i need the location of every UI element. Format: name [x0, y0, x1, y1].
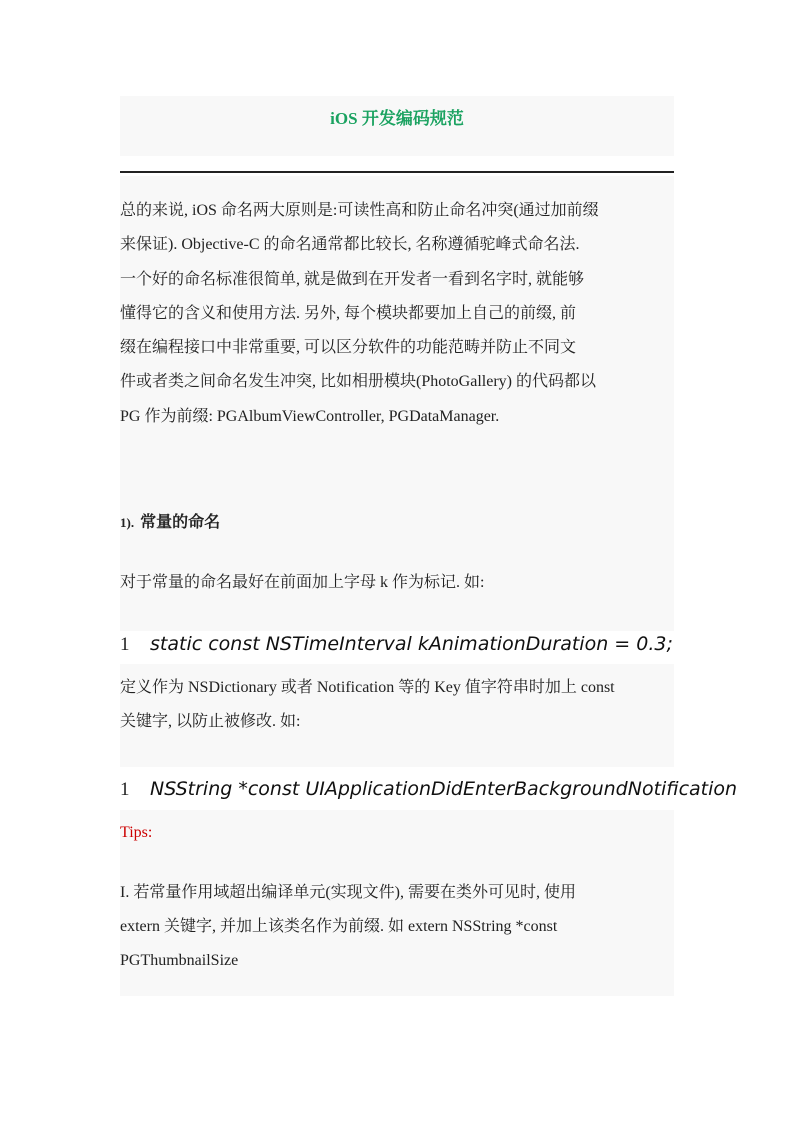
- intro-line: 来保证). Objective-C 的命名通常都比较长, 名称遵循驼峰式命名法.: [120, 236, 580, 254]
- code-text: NSString *const UIApplicationDidEnterBackgroundNotification: [150, 778, 738, 800]
- intro-line: 件或者类之间命名发生冲突, 比如相册模块(PhotoGallery) 的代码都以: [120, 373, 596, 391]
- intro-line: 缀在编程接口中非常重要, 可以区分软件的功能范畴并防止不同文: [120, 339, 577, 357]
- tip-line: PGThumbnailSize: [120, 952, 239, 969]
- tips-label: Tips:: [120, 824, 153, 841]
- code-line-number: 1: [120, 779, 130, 800]
- define-line: 定义作为 NSDictionary 或者 Notification 等的 Key 值字符串时加上 const: [120, 679, 615, 696]
- title-divider: [120, 171, 674, 173]
- tip-line: I. 若常量作用域超出编译单元(实现文件), 需要在类外可见时, 使用: [120, 884, 576, 901]
- intro-line: PG 作为前缀: PGAlbumViewController, PGDataManager.: [120, 407, 500, 425]
- page-title: iOS 开发编码规范: [330, 109, 464, 128]
- intro-line: 总的来说, iOS 命名两大原则是:可读性高和防止命名冲突(通过加前缀: [120, 202, 599, 219]
- section-number: 1).: [120, 515, 135, 530]
- intro-line: 懂得它的含义和使用方法. 另外, 每个模块都要加上自己的前缀, 前: [120, 304, 577, 322]
- define-paragraph: [120, 671, 674, 739]
- code-text: static const NSTimeInterval kAnimationDuration = 0.3;: [150, 633, 673, 655]
- section-heading: [120, 508, 220, 538]
- code-snippet-1: [120, 629, 673, 660]
- code-line-number: 1: [120, 634, 130, 655]
- define-line: 关键字, 以防止被修改. 如:: [120, 713, 301, 730]
- section-heading-text: 常量的命名: [140, 514, 221, 531]
- constant-naming-paragraph: 对于常量的命名最好在前面加上字母 k 作为标记. 如:: [120, 574, 485, 591]
- intro-paragraph: [120, 194, 674, 434]
- intro-line: 一个好的命名标准很简单, 就是做到在开发者一看到名字时, 就能够: [120, 270, 585, 288]
- tip-paragraph: [120, 876, 674, 978]
- tip-line: extern 关键字, 并加上该类名作为前缀. 如 extern NSString *const: [120, 918, 558, 935]
- code-snippet-2: [120, 774, 737, 805]
